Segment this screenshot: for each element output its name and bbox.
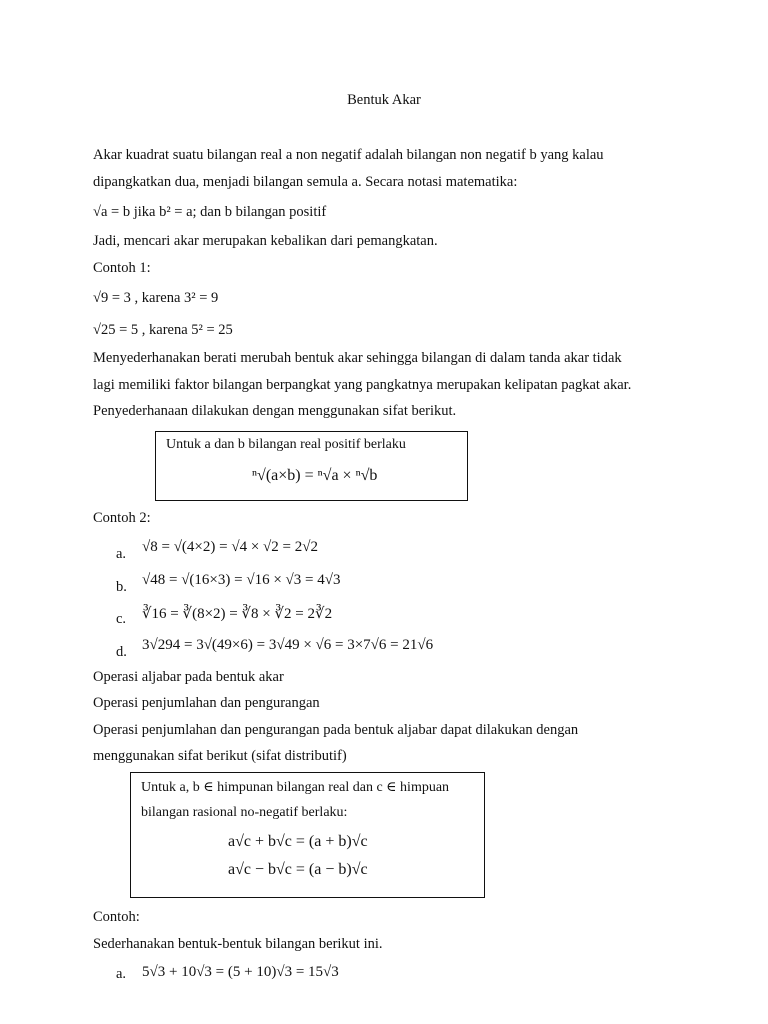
property-box-2-text-2: bilangan rasional no-negatif berlaku: [141, 805, 348, 820]
property-box-1-text: Untuk a dan b bilangan real positif berlaku [166, 437, 406, 452]
ops-line-2: Operasi penjumlahan dan pengurangan [93, 695, 320, 711]
contoh1-item-1: √9 = 3 , karena 3² = 9 [93, 290, 219, 306]
ops-line-3: Operasi penjumlahan dan pengurangan pada bentuk aljabar dapat dilakukan dengan [93, 722, 579, 738]
property-box-2-formula-2: a√c − b√c = (a − b)√c [228, 861, 368, 878]
contoh2-label: Contoh 2: [93, 510, 151, 526]
ops-line-1: Operasi aljabar pada bentuk akar [93, 669, 284, 685]
property-box-2-formula-1: a√c + b√c = (a + b)√c [228, 833, 368, 850]
contoh2-item-b-expr: √48 = √(16×3) = √16 × √3 = 4√3 [142, 572, 341, 588]
page-title: Bentuk Akar [347, 92, 421, 108]
contoh3-label: Contoh: [93, 909, 140, 925]
simplify-line-1: Menyederhanakan berati merubah bentuk akar sehingga bilangan di dalam tanda akar tidak [93, 350, 622, 366]
contoh3-item-a-label: a. [116, 966, 127, 982]
property-box-1 [155, 431, 468, 501]
simplify-line-3: Penyederhanaan dilakukan dengan menggunakan sifat berikut. [93, 403, 457, 419]
intro-line-2: dipangkatkan dua, menjadi bilangan semula a. Secara notasi matematika: [93, 174, 518, 190]
property-box-2-text-1: Untuk a, b ∈ himpunan bilangan real dan c ∈ himpuan [141, 780, 450, 795]
intro-line-3: Jadi, mencari akar merupakan kebalikan dari pemangkatan. [93, 233, 438, 249]
contoh2-item-a-label: a. [116, 546, 127, 562]
contoh3-item-a-expr: 5√3 + 10√3 = (5 + 10)√3 = 15√3 [142, 964, 339, 980]
notation-line: √a = b jika b² = a; dan b bilangan positif [93, 204, 327, 220]
contoh2-item-a-expr: √8 = √(4×2) = √4 × √2 = 2√2 [142, 539, 318, 555]
contoh2-item-c-label: c. [116, 611, 127, 627]
ops-line-4: menggunakan sifat berikut (sifat distributif) [93, 748, 347, 764]
contoh2-item-b-label: b. [116, 579, 127, 595]
contoh2-item-d-label: d. [116, 644, 127, 660]
contoh1-item-2: √25 = 5 , karena 5² = 25 [93, 322, 233, 338]
contoh2-item-d-expr: 3√294 = 3√(49×6) = 3√49 × √6 = 3×7√6 = 21√6 [142, 637, 434, 653]
intro-line-1: Akar kuadrat suatu bilangan real a non negatif adalah bilangan non negatif b yang kalau [93, 147, 604, 163]
contoh1-label: Contoh 1: [93, 260, 151, 276]
contoh2-item-c-expr: ∛16 = ∛(8×2) = ∛8 × ∛2 = 2∛2 [142, 606, 333, 622]
property-box-2 [130, 772, 485, 898]
property-box-1-formula: ⁿ√(a×b) = ⁿ√a × ⁿ√b [252, 467, 378, 484]
simplify-line-2: lagi memiliki faktor bilangan berpangkat yang pangkatnya merupakan kelipatan pagkat akar. [93, 377, 632, 393]
contoh3-instruction: Sederhanakan bentuk-bentuk bilangan berikut ini. [93, 936, 383, 952]
